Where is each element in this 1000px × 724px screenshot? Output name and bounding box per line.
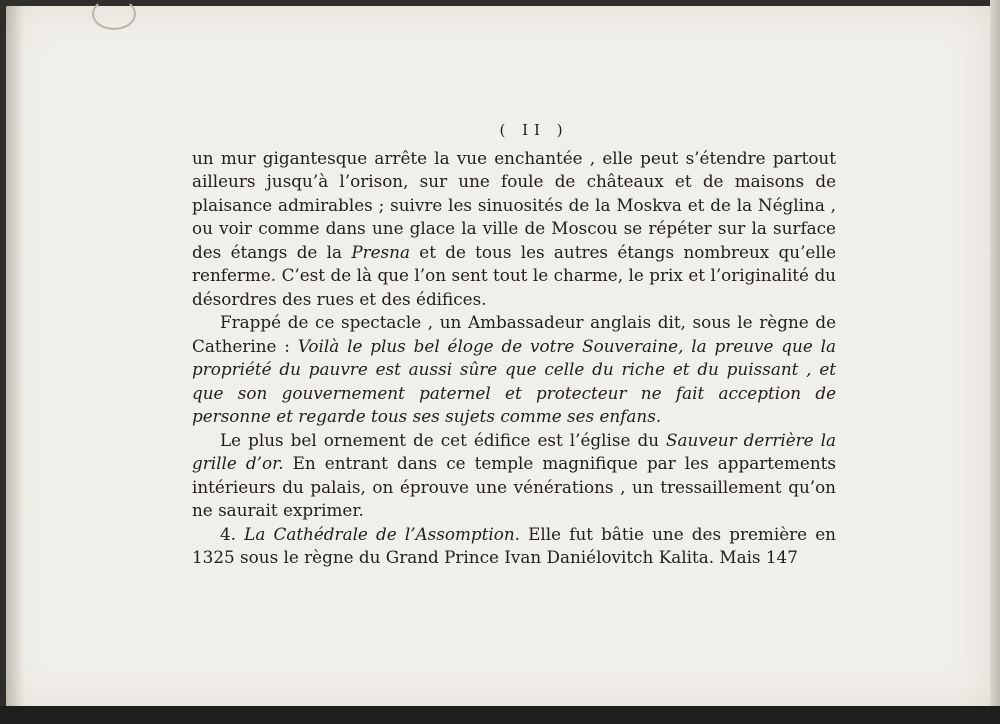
italic-run: Presna	[351, 241, 410, 262]
page-text	[192, 119, 836, 570]
page-edge	[990, 0, 1000, 718]
binding-ring-mark	[92, 0, 136, 30]
paragraph-2	[192, 311, 836, 429]
scan-background-strip	[0, 706, 1000, 724]
text-run: Elle fut bâtie une des première en 1325 sous le règne du Grand Prince Ivan Daniélovitch Kalita. Mais 147	[192, 523, 836, 567]
text-run: et de tous les autres étangs nombreux qu’elle renferme. C’est de là que l’on sent tout le charme, le prix et l’originalité du désordres des rues et des édifices.	[192, 241, 837, 309]
text-run: En entrant dans ce temple magnifique par les appartements intérieurs du palais, on éprouve une vénérations , un tressaillement qu’on ne saurait exprimer.	[192, 453, 836, 520]
gutter-shadow	[6, 6, 24, 708]
text-run: Frappé de ce spectacle , un Ambassadeur anglais dit, sous le règne de Catherine :	[192, 312, 836, 356]
italic-run: Voilà le plus bel éloge de votre Souveraine, la preuve que la propriété du pauvre est aussi sûre que celle du riche et du puissant , et que son gouvernement paternel et protecteur ne fait acception de personne et regarde tous ses sujets comme ses enfans.	[192, 335, 836, 426]
page-number-header: ( II )	[499, 121, 569, 139]
italic-run: La Cathédrale de l’Assomption.	[244, 523, 521, 544]
paragraph-1	[192, 147, 836, 312]
book-page	[6, 6, 991, 708]
text-run: un mur gigantesque arrête la vue enchantée , elle peut s’étendre partout ailleurs jusqu’à l’orison, sur une foule de châteaux et de maisons de plaisance admirables ; suivre les sinuosités de la Moskva et de la Néglina , ou voir comme dans une glace la ville de Moscou se répéter sur la surface des étangs de la	[192, 147, 836, 262]
italic-run: Sauveur derrière la grille d’or.	[192, 429, 837, 473]
paragraph-4	[192, 523, 836, 570]
text-run: 4.	[220, 523, 245, 544]
paragraph-3	[192, 429, 836, 523]
text-run: Le plus bel ornement de cet édifice est l’église du	[220, 429, 667, 450]
